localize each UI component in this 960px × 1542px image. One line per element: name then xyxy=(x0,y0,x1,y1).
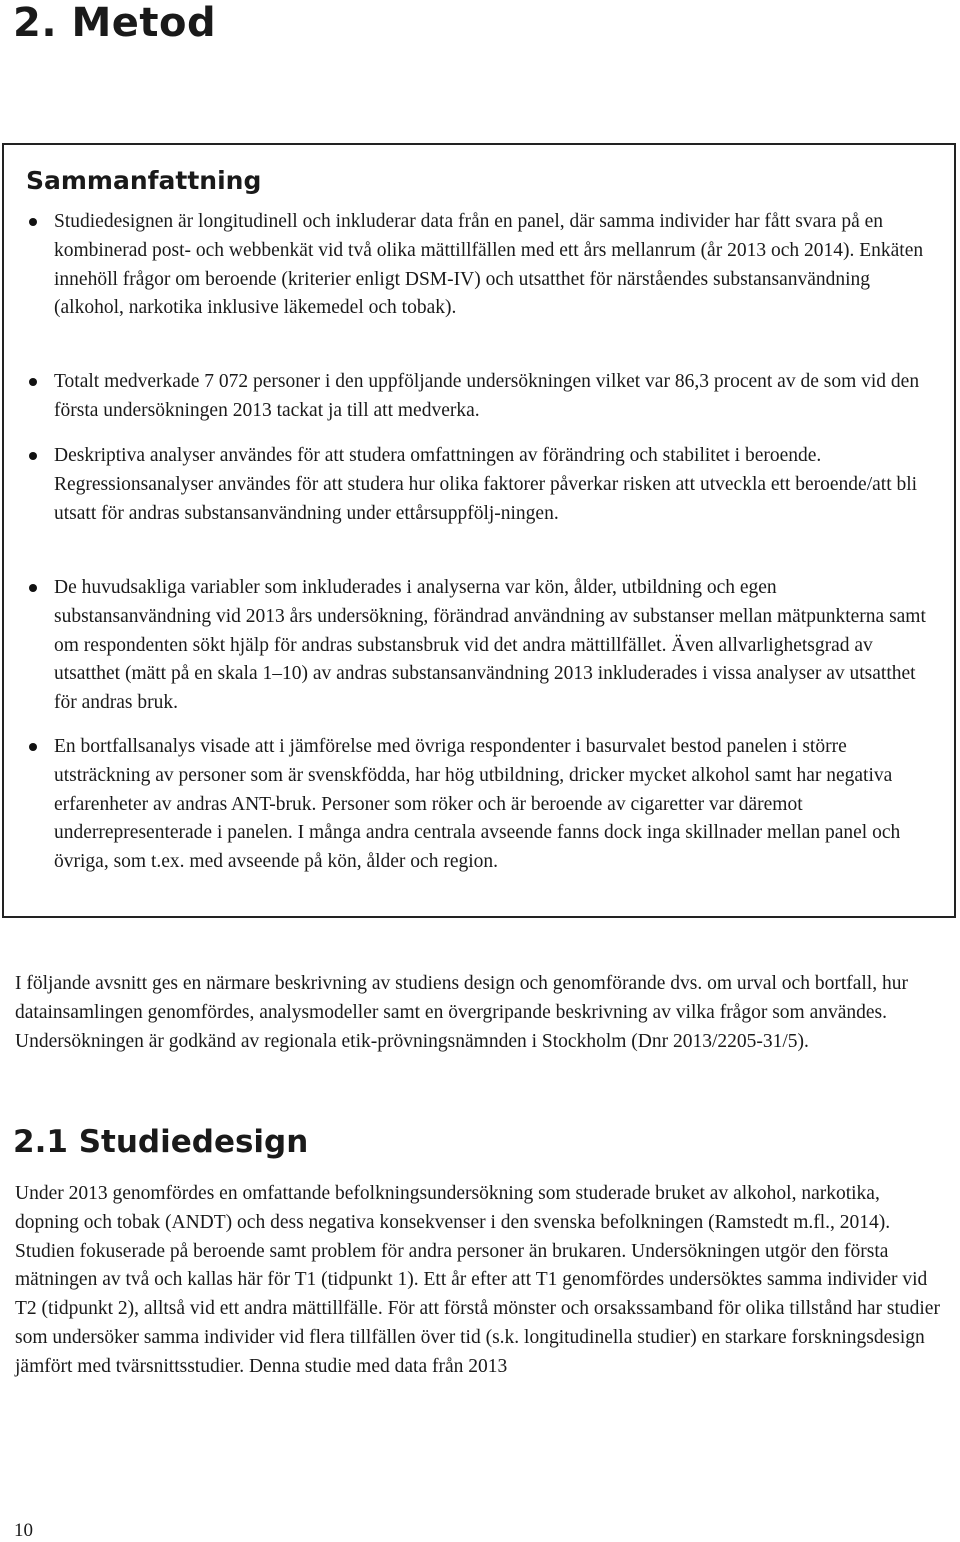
summary-box xyxy=(2,143,956,918)
bullet-text: Studiedesignen är longitudinell och inkluderar data från en panel, där samma individer har fått svara på en kombinerad post- och webbenkät vid två olika mättillfällen med ett års mellanrum (år 2013 och 2014). Enkäten innehöll frågor om beroende (kriterier enligt DSM-IV) och utsatthet för närståendes substansanvändning (alkohol, narkotika inklusive läkemedel och tobak). xyxy=(54,211,924,319)
bullet-text: En bortfallsanalys visade att i jämförelse med övriga respondenter i basurvalet bestod panelen i större utsträckning av personer som är svenskfödda, har hög utbildning, dricker mycket alkohol samt har negativa erfarenheter av andras ANT-bruk. Personer som röker och är beroende av cigaretter var däremot underrepresenterade i panelen. I många andra centrala avseende fanns dock inga skillnader mellan panel och övriga, som t.ex. med avseende på kön, ålder och region. xyxy=(54,736,901,873)
section-title: 2.1 Studiedesign xyxy=(13,1124,309,1160)
bullet-dot-icon xyxy=(29,743,37,751)
summary-bullet xyxy=(54,574,934,718)
bullet-dot-icon xyxy=(29,218,37,226)
chapter-title: 2. Metod xyxy=(13,0,217,46)
bullet-text: Totalt medverkade 7 072 personer i den uppföljande undersökningen vilket var 86,3 procent av de som vid den första undersökningen 2013 tackat ja till att medverka. xyxy=(54,371,920,421)
bullet-dot-icon xyxy=(29,378,37,386)
bullet-text: De huvudsakliga variabler som inkluderades i analyserna var kön, ålder, utbildning och egen substansanvändning vid 2013 års undersökning, förändrad användning av substanser mellan mätpunkterna samt om respondenten sökt hjälp för andras substansbruk vid det andra mättillfället. Även allvarlighetsgrad av utsatthet (mätt på en skala 1–10) av andras substansanvändning 2013 inkluderades i vissa analyser av utsatthet för andras bruk. xyxy=(54,577,926,714)
page-number: 10 xyxy=(14,1520,33,1541)
section-paragraph: Under 2013 genomfördes en omfattande befolkningsundersökning som studerade bruket av alkohol, narkotika, dopning och tobak (ANDT) och dess negativa konsekvenser i den svenska befolkningen (Ramstedt m.fl., 2014). Studien fokuserade på beroende samt problem för andra personer än brukaren. Undersökningen utgör den första mätningen av två och kallas här för T1 (tidpunkt 1). Ett år efter att T1 genomfördes undersöktes samma individer vid T2 (tidpunkt 2), alltså vid ett andra mättillfälle. För att förstå mönster och orsakssamband för olika tillstånd har studier som undersöker samma individer vid flera tillfällen över tid (s.k. longitudinella studier) en starkare forskningsdesign jämfört med tvärsnittsstudier. Denna studie med data från 2013 xyxy=(15,1183,940,1377)
summary-bullet xyxy=(54,733,934,877)
bullet-text: Deskriptiva analyser användes för att studera omfattningen av förändring och stabilitet i beroende. Regressionsanalyser användes för att studera hur olika faktorer påverkar risken att utveckla ett beroende/att bli utsatt för andras substansanvändning under ettårsuppfölj-ningen. xyxy=(54,445,918,524)
intro-paragraph: I följande avsnitt ges en närmare beskrivning av studiens design och genomförande dvs. om urval och bortfall, hur datainsamlingen genomfördes, analysmodeller samt en övergripande beskrivning av vilka frågor som användes. Undersökningen är godkänd av regionala etik-prövningsnämnden i Stockholm (Dnr 2013/2205-31/5). xyxy=(15,973,908,1052)
summary-bullet xyxy=(54,442,934,528)
bullet-dot-icon xyxy=(29,584,37,592)
bullet-dot-icon xyxy=(29,452,37,460)
summary-bullet xyxy=(54,208,934,323)
summary-bullet xyxy=(54,368,934,426)
summary-heading: Sammanfattning xyxy=(26,166,262,195)
